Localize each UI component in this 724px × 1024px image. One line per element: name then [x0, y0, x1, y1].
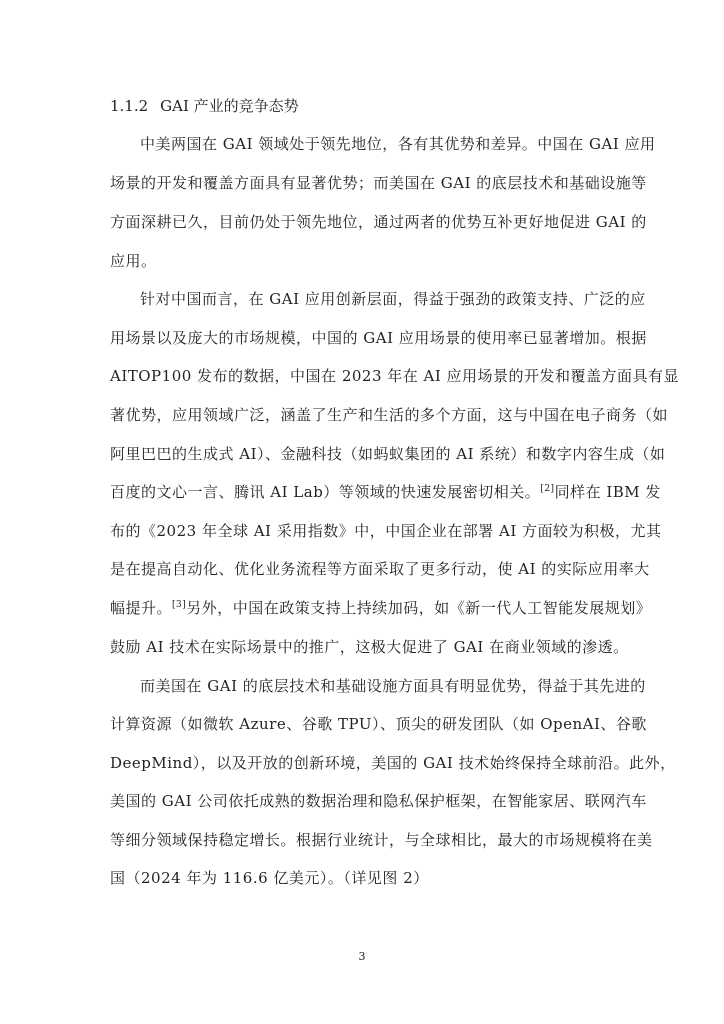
- paragraph-2-line-9: [110, 597, 652, 619]
- paragraph-2-line-7: 布的《2023 年全球 AI 采用指数》中，中国企业在部署 AI 方面较为积极，尤其: [110, 522, 662, 540]
- section-title: GAI 产业的竞争态势: [160, 97, 299, 115]
- citation-ref-2: [2]: [540, 484, 555, 494]
- page-number: 3: [358, 950, 366, 963]
- paragraph-3-line-2: 计算资源（如微软 Azure、谷歌 TPU）、顶尖的研发团队（如 OpenAI、谷歌: [110, 715, 647, 733]
- paragraph-2-line-5: 阿里巴巴的生成式 AI）、金融科技（如蚂蚁集团的 AI 系统）和数字内容生成（如: [110, 445, 666, 463]
- paragraph-1-line-2: 场景的开发和覆盖方面具有显著优势；而美国在 GAI 的底层技术和基础设施等: [110, 174, 647, 192]
- paragraph-2-line-8: 是在提高自动化、优化业务流程等方面采取了更多行动，使 AI 的实际应用率大: [110, 560, 650, 578]
- paragraph-2-line-6-tail: 同样在 IBM 发: [554, 483, 661, 501]
- paragraph-1-line-4: 应用。: [110, 252, 157, 270]
- paragraph-2-line-6: [110, 481, 661, 503]
- paragraph-1-line-1: 中美两国在 GAI 领域处于领先地位，各有其优势和差异。中国在 GAI 应用: [140, 135, 656, 153]
- paragraph-2-line-4: 著优势，应用领域广泛，涵盖了生产和生活的多个方面，这与中国在电子商务（如: [110, 406, 669, 424]
- paragraph-3-line-5: 等细分领域保持稳定增长。根据行业统计，与全球相比，最大的市场规模将在美: [110, 831, 653, 849]
- paragraph-2-line-1: 针对中国而言，在 GAI 应用创新层面，得益于强劲的政策支持、广泛的应: [140, 290, 646, 308]
- paragraph-2-line-9-text: 幅提升。: [110, 599, 173, 617]
- paragraph-2-line-2: 用场景以及庞大的市场规模，中国的 GAI 应用场景的使用率已显著增加。根据: [110, 329, 647, 347]
- paragraph-3-line-3: DeepMind），以及开放的创新环境，美国的 GAI 技术始终保持全球前沿。此外，: [110, 754, 676, 772]
- paragraph-1-line-3: 方面深耕已久，目前仍处于领先地位，通过两者的优势互补更好地促进 GAI 的: [110, 213, 647, 231]
- paragraph-2-line-3: AITOP100 发布的数据，中国在 2023 年在 AI 应用场景的开发和覆盖方面具有显: [110, 367, 680, 385]
- paragraph-3-line-6: 国（2024 年为 116.6 亿美元）。（详见图 2）: [110, 869, 429, 887]
- paragraph-2-line-9-tail: 另外，中国在政策支持上持续加码，如《新一代人工智能发展规划》: [186, 599, 652, 617]
- paragraph-3-line-4: 美国的 GAI 公司依托成熟的数据治理和隐私保护框架，在智能家居、联网汽车: [110, 792, 647, 810]
- section-heading: [110, 96, 299, 116]
- paragraph-3-line-1: 而美国在 GAI 的底层技术和基础设施方面具有明显优势，得益于其先进的: [140, 677, 646, 695]
- section-number: 1.1.2: [110, 97, 149, 115]
- paragraph-2-line-10: 鼓励 AI 技术在实际场景中的推广，这极大促进了 GAI 在商业领域的渗透。: [110, 638, 629, 656]
- paragraph-2-line-6-text: 百度的文心一言、腾讯 AI Lab）等领域的快速发展密切相关。: [110, 483, 541, 501]
- citation-ref-3: [3]: [172, 600, 187, 610]
